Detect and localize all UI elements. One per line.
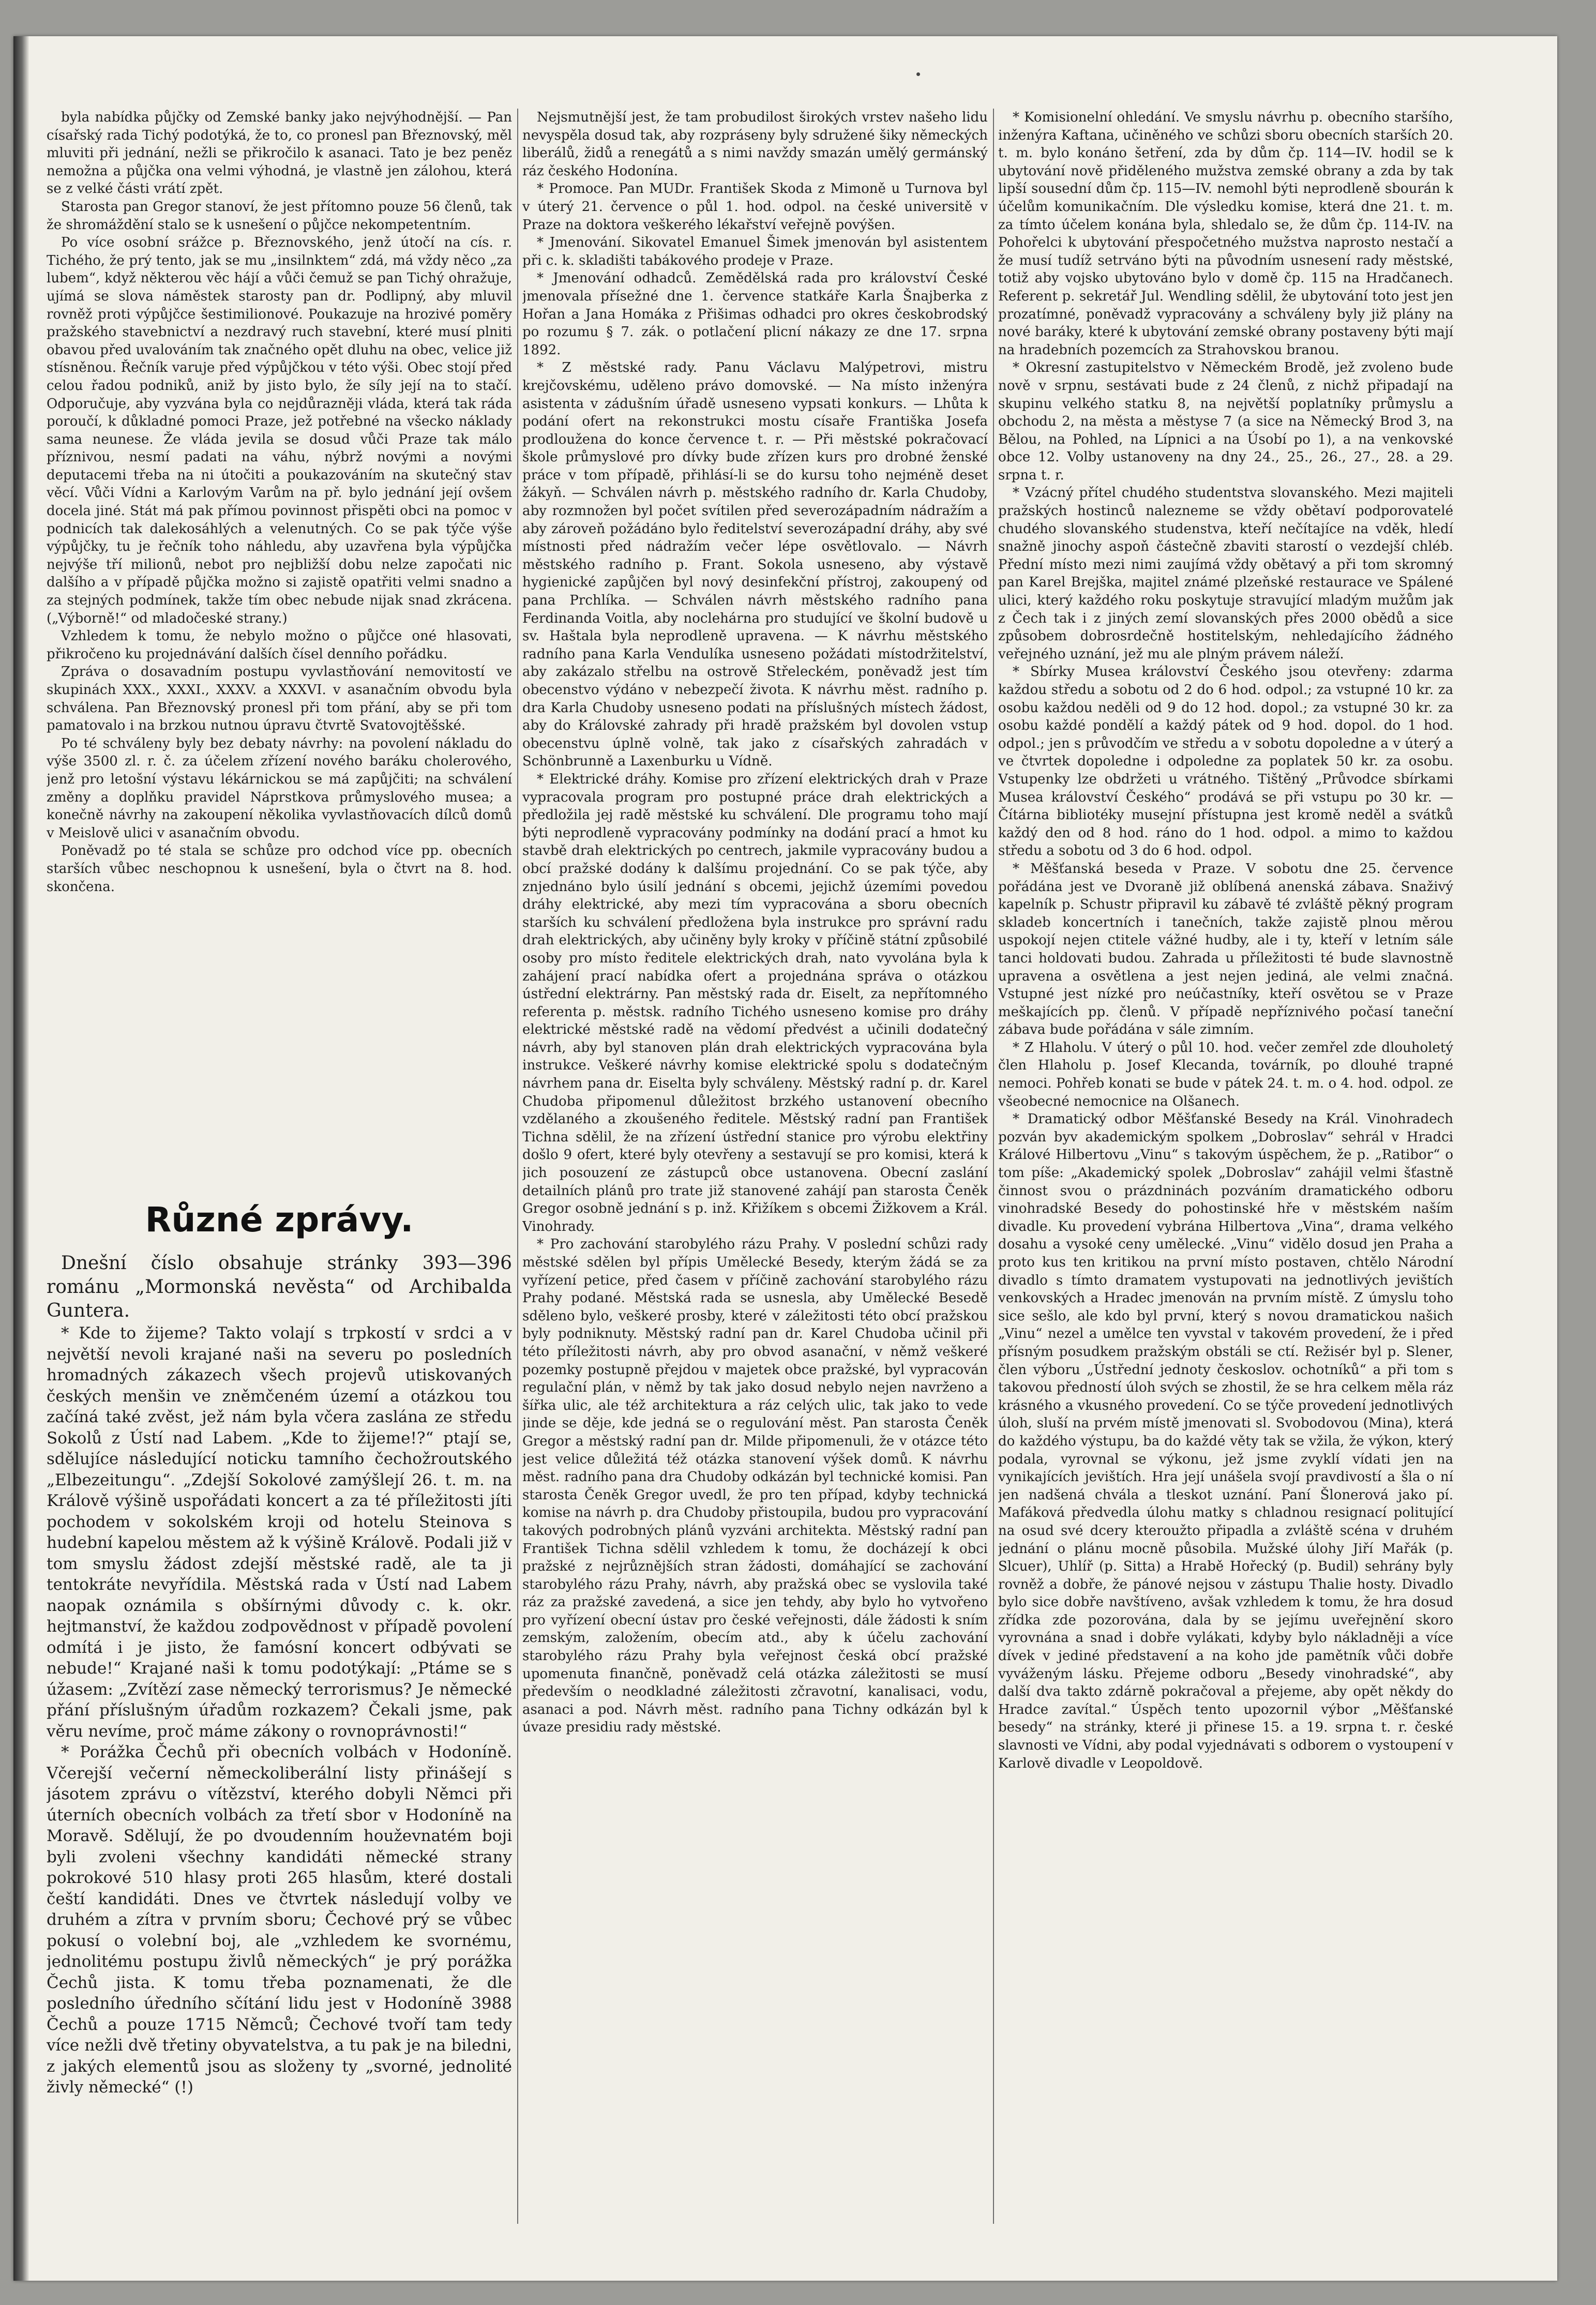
news-article: * Jmenování odhadců. Zemědělská rada pro království České jmenovala přísežné dne 1. července statkáře Karla Šnajberka z Hořan a Jana Homáka z Přišimas odhadci pro okres českobrodský po rozumu § 7. zák. o potlačení plicní nákazy ze dne 17. srpna 1892. (522, 270, 988, 358)
news-article: * Vzácný přítel chudého studentstva slovanského. Mezi majiteli pražských hostinců nalezneme se vždy obětaví podporovatelé chudého slovanského studenstva, kteří nečítajíce na vděk, hledí snažně jinochy aspoň částečně zbaviti starostí o vezdejší chléb. Přední místo mezi nimi zaujímá vždy obětavý a při tom skromný pan Karel Brejška, majitel známé plzeňské restaurace ve Spálené ulici, který každého roku poskytuje stravující mladým mužům jak z Čech tak i z jiných zemí slovanských přes 2000 obědů a sice způsobem dobrosrdečně hostitelským, nehledajícího žádného veřejného uznání, jež mu ale plným právem náleží. (998, 485, 1453, 662)
news-article: * Kde to žijeme? Takto volají s trpkostí v srdci a v největší nevoli krajané naši na severu po posledních hromadných zákazech všech projevů utiskovaných českých menšin ve zněmčeném území a otázkou tou začíná také zvěst, jež nám byla včera zaslána ze středu Sokolů z Ústí nad Labem. „Kde to žijeme!?“ ptají se, sdělujíce následující noticku tamního čechožroutského „Elbezeitungu“. „Zdejší Sokolové zamýšlejí 26. t. m. na Králově výšině uspořádati koncert a za té příležitosti jíti pochodem v sokolském kroji od hotelu Steinova s hudební kapelou městem až k výšině Králově. Podali již v tom smyslu žádost zdejší městské radě, ale ta ji tentokráte nevyřídila. Městská rada v Ústí nad Labem naopak oznámila s obšírnými důvody c. k. okr. hejtmanství, že každou zodpovědnost v případě povolení odmítá i je jisto, že famósní koncert odbývati se nebude!“ Krajané naši k tomu podotýkají: „Ptáme se s úžasem: „Zvítězí zase německý terrorismus? Je německé přání příslušným úřadům rozkazem? Čekali jsme, pak věru nevíme, proč máme zákony o rovnoprávnosti!“ (47, 1324, 512, 1741)
section-heading: Různé zprávy. (145, 1200, 414, 1240)
page-binding-edge (13, 36, 29, 2281)
news-article: * Komisionelní ohledání. Ve smyslu návrhu p. obecního staršího, inženýra Kaftana, učiněného ve schůzi sboru obecních starších 20. t. m. bylo konáno šetření, zda by dům čp. 114—IV. hodil se k ubytování nově přiděleného mužstva zemské obrany a zda by tak lipší sousední dům čp. 115—IV. nemohl býti neprodleně sbourán k účelům komunikačním. Dle výsledku komise, která dne 21. t. m. za tímto účelem konána byla, shledalo se, že dům čp. 114-IV. na Pohořelci k ubytování přespočetného mužstva naprosto nestačí a že musí tudíž setrváno býti na původním usnesení rady městské, totiž aby vojsko ubytováno bylo v domě čp. 115 na Hradčanech. Referent p. sekretář Jul. Wendling sdělil, že ubytování toto jest jen prozatímné, poněvadž vypracovány a schváleny byly již plány na nové baráky, které k ubytování zemské obrany postaveny býti mají na hradebních pozemcích za Strahovskou branou. (998, 110, 1453, 358)
issue-notice: Dnešní číslo obsahuje stránky 393—396 románu „Mormonská nevěsta“ od Archibalda Guntera. (47, 1253, 512, 1321)
news-article: * Elektrické dráhy. Komise pro zřízení elektrických drah v Praze vypracovala program pro postupné práce drah elektrických a předložila jej radě městské ku schválení. Dle programu toho mají býti neprodleně vypracovány podmínky na dodání prací a hmot ku stavbě drah elektrických po centrech, jakmile vypracovány budou a obcí pražské dodány k dalšímu projednání. Co se pak týče, aby znjednáno bylo úsilí jednání s obcemi, jejichž územími povedou dráhy elektrické, aby mezi tím vypracována a sboru obecních starších ku schválení předložena byla instrukce pro správní radu drah elektrických, aby učiněny byly kroky v příčině státní způsobilé osoby pro místo ředitele elektrických drah, nato vyvolána byla k zahájení prací nabídka ofert a projednána správa o otázkou ústřední elektrárny. Pan městský rada dr. Eiselt, za nepřítomného referenta p. městsk. radního Tichého usneseno komise pro dráhy elektrické městské radě na vědomí předvést a učinili dodatečný návrh, aby byl stanoven plán drah elektrických vypracována byla instrukce. Veškeré návrhy komise elektrické spolu s dodatečným návrhem pana dr. Eiselta byly schváleny. Městský radní p. dr. Karel Chudoba připomenul důležitost brzkého ustanovení obecního vzdělaného a zkoušeného ředitele. Městský radní pan František Tichna sdělil, že na zřízení ústřední stanice pro výrobu elektřiny došlo 9 ofert, které byly otevřeny a sestavují se pro komisi, která k jich posouzení ze zástupců obce ustanovena. Obecní zaslání detailních plánů pro trate již stanovené zahájí pan starosta Čeněk Gregor osobně jednání s p. inž. Křižíkem s obcemi Žižkovem a Král. Vinohrady. (522, 771, 988, 1234)
col1-paragraph: byla nabídka půjčky od Zemské banky jako nejvýhodnější. — Pan císařský rada Tichý podotýká, že to, co pronesl pan Březnovský, měl mluviti při jednání, nežli se přikročilo k asanaci. Tato je bez peněz nemožna a půjčka ona velmi výhodná, je vlastně jen zálohou, která se z velké části vrátí zpět. (47, 110, 512, 197)
col1-paragraph: Zpráva o dosavadním postupu vyvlastňování nemovitostí ve skupinách XXX., XXXI., XXXV. a XXXVI. v asanačním obvodu byla schválena. Pan Březnovský pronesl při tom přání, aby se při tom pamatovalo i na brzkou nutnou úpravu čtvrtě Svatovojtěšské. (47, 664, 512, 734)
column-rule-1 (517, 109, 518, 2224)
news-article: * Promoce. Pan MUDr. František Skoda z Mimoně u Turnova byl v úterý 21. července o půl 1. hod. odpol. na české universitě v Praze na doktora veškerého lékařství veřejně povýšen. (522, 181, 988, 233)
col1-paragraph: Po té schváleny byly bez debaty návrhy: na povolení nákladu do výše 3500 zl. r. č. za účelem zřízení nového baráku cholerového, jenž pro letošní výstavu lékárnickou se má zapůjčiti; na schválení změny a doplňku pravidel Náprstkova průmyslového musea; a konečně návrhy na zakoupení několika vyvlastňovacích dílců domů v Meislově ulici v asanačním obvodu. (47, 735, 512, 841)
news-article: * Z Hlaholu. V úterý o půl 10. hod. večer zemřel zde dlouholetý člen Hlaholu p. Josef Klecanda, továrník, po dlouhé trapné nemoci. Pohřeb konati se bude v pátek 24. t. m. o 4. hod. odpol. ze všeobecné nemocnice na Olšanech. (998, 1039, 1453, 1109)
news-article: * Okresní zastupitelstvo v Německém Brodě, jež zvoleno bude nově v srpnu, sestávati bude z 24 členů, z nichž připadají na skupinu velkého statku 8, na největší poplatníky průmyslu a obchodu 2, na města a městyse 7 (a sice na Německý Brod 3, na Bělou, na Pohled, na Lípnici a na Úsobí po 1), a na venkovské obce 12. Volby ustanoveny na dny 24., 25., 26., 27., 28. a 29. srpna t. r. (998, 360, 1453, 483)
news-article: * Měšťanská beseda v Praze. V sobotu dne 25. července pořádána jest ve Dvoraně již oblíbená anenská zábava. Snaživý kapelník p. Schustr připravil ku zábavě té zvláště pěkný program skladeb koncertních i tanečních, takže zajistě plnou měrou uspokojí nejen ctitele vážné hudby, ale i ty, kteří v letním sále tanci holdovati budou. Zahrada u příležitosti té bude slavnostně upravena a osvětlena a jest nejen jediná, ale velmi značná. Vstupné jest nízké pro neúčastníky, kteří osvětou se v Praze meškajících pp. členů. V případě nepříznivého počasí taneční zábava bude pořádána v sále zimním. (998, 861, 1453, 1038)
column-rule-2 (993, 109, 994, 2224)
news-article: * Porážka Čechů při obecních volbách v Hodoníně. Včerejší večerní německoliberální listy přinášejí s jásotem zprávu o vítězství, kterého dobyli Němci při úterních obecních volbách za třetí sbor v Hodoníně na Moravě. Sdělují, že po dvoudenním houževnatém boji byli zvoleni všechny kandidáti německé strany pokrokové 510 hlasy proti 265 hlasům, které dostali čeští kandidáti. Dnes ve čtvrtek následují volby ve druhém a zítra v prvním sboru; Čechové prý se vůbec pokusí o volební boj, ale „vzhledem ke svornému, jednolitému postupu živlů německých“ je prý porážka Čechů jista. K tomu třeba poznamenati, že dle posledního úředního sčítání lidu jest v Hodoníně 3988 Čechů a pouze 1715 Němců; Čechové tvoří tam tedy více nežli dvě třetiny obyvatelstva, a tu pak je na biledni, z jakých elementů jsou as složeny ty „svorné, jednolité živly německé“ (!) (47, 1743, 512, 2097)
column-2 (522, 109, 988, 2224)
col1-paragraph: Starosta pan Gregor stanoví, že jest přítomno pouze 56 členů, tak že shromáždění stalo se k usnešení o půjčce nekompetentním. (47, 199, 512, 233)
news-article: * Z městské rady. Panu Václavu Malýpetrovi, mistru krejčovskému, uděleno právo domovské. — Na místo inženýra asistenta v zádušním úřadě usneseno vypsati konkurs. — Lhůta k podání ofert na rekonstrukci mostu císaře Františka Josefa prodloužena do konce července t. r. — Při městské pokračovací škole průmyslové pro dívky bude zřízen kurs pro drobné ženské práce v tom případě, přihlásí-li se do kursu toho nejméně deset žákyň. — Schválen návrh p. městského radního dr. Karla Chudoby, aby rozmnožen byl počet svítilen před severozápadním nádražím a aby zároveň požádáno bylo ředitelství severozápadní dráhy, aby své místnosti před nádražím večer lépe osvětlovalo. — Návrh městského radního p. Frant. Sokola usneseno, aby výstavě hygienické zapůjčen byl nový desinfekční přístroj, zakoupený od pana Prchlíka. — Schválen návrh městského radního pana Ferdinanda Voitla, aby noclehárna pro studující ve školní budově u sv. Haštala byla neprodleně upravena. — K návrhu městského radního pana Karla Vendulíka usneseno požádati místodržitelství, aby zakázalo střelbu na ostrově Střeleckém, poněvadž jest tím obecenstvo výdáno v nebezpečí života. K návrhu měst. radního p. dra Karla Chudoby usneseno podati na příslušných místech žádost, aby do Královské zahrady při hradě pražském byl dovolen vstup obecenstvu úplně volně, tak jako z císařských zahradách v Schönbrunně a Laxenburku u Vídně. (522, 360, 988, 770)
news-article: Nejsmutnější jest, že tam probudilost širokých vrstev našeho lidu nevyspěla dosud tak, aby rozpráseny byly sdružené šiky německých liberálů, židů a renegátů a s nimi navždy smazán umělý germánský ráz českého Hodonína. (522, 110, 988, 179)
col1-paragraph: Poněvadž po té stala se schůze pro odchod více pp. obecních starších vůbec neschopnou k usnešení, byla o čtvrt na 8. hod. skončena. (47, 843, 512, 895)
news-article: * Jmenování. Sikovatel Emanuel Šimek jmenován byl asistentem při c. k. skladišti tabákového prodeje v Praze. (522, 235, 988, 268)
news-article: * Dramatický odbor Měšťanské Besedy na Král. Vinohradech pozván byv akademickým spolkem „Dobroslav“ sehrál v Hradci Králové Hilbertovu „Vinu“ s takovým úspěchem, že p. „Ratibor“ o tom píše: „Akademický spolek „Dobroslav“ zahájil velmi šťastně činnost svou o prázdninách pozváním dramatického odboru vinohradské Besedy do pohostinské hře v městském naším divadle. Ku provedení vybrána Hilbertova „Vina“, drama velkého dosahu a vysoké ceny umělecké. „Vinu“ vidělo dosud jen Praha a proto kus ten kritikou na první místo postaven, chtělo Národní divadlo s tímto dramatem vystupovati na jednotlivých jevištích venkovských a Hradec jmenován na prvním místě. Z úmyslu toho sice sešlo, ale kdo byl první, který s novou dramatickou našich „Vinu“ nezel a umělce ten vyvstal v takovém provedení, že i před přísným posudkem pražským obstáli se ctí. Režisér byl p. Slener, člen výboru „Ústřední jednoty českoslov. ochotníků“ a při tom s takovou předností úloh svých se zhostil, že se hra celkem měla ráz krásného a vkusného provedení. Co se týče provedení jednotlivých úloh, sluší na prvém místě jmenovati sl. Svobodovou (Mina), která do každého výstupu, ba do každé věty tak se vžila, že výkon, který podala, vyrovnal se výkonu, jež jsme zvyklí vídati jen na vynikajících jevištích. Hra její unášela svojí pravdivostí a šla o ní jen nadšená chvála a tleskot uznání. Paní Šlonerová jako pí. Mafáková předvedla úlohu matky s chladnou resignací politující na osud své dcery kteroužto připadla a zvláště scéna v druhém jednání o plánu mocně působila. Mužské úlohy Jiří Mařák (p. Slcuer), Uhlíř (p. Sitta) a Hrabě Hořecký (p. Budil) sehrány byly rovněž a dobře, že pánové nejsou v zástupu Thalie hosty. Divadlo bylo sice dobře navštíveno, avšak vzhledem k tomu, že hra dosud zřídka zde pozorována, dala by se jejímu uveřejnění skoro vyrovnána a snad i dobře vylákati, kdyby bylo nákladněji a více dívek v jediné představení a na koho jde pamětník vůči dobře vyváženým lásku. Přejeme odboru „Besedy vinohradské“, aby další dva takto zdárně pokračoval a přejeme, aby opět někdy do Hradce zavítal.“ Úspěch tento upozornil výbor „Měšťanské besedy“ na stránky, které ji přinese 15. a 19. srpna t. r. české slavnosti ve Vídni, aby podal vyjednávati s odborem o vystoupení v Karlově divadle v Leopoldově. (998, 1111, 1453, 1771)
col1-paragraph: Vzhledem k tomu, že nebylo možno o půjčce oné hlasovati, přikročeno ku projednávání dalších čísel denního pořádku. (47, 628, 512, 662)
col1-paragraph: Po více osobní srážce p. Březnovského, jenž útočí na cís. r. Tichého, že prý tento, jak se mu „insilnktem“ zdá, má vždy něco „za lubem“, když některou věc hájí a vůči čemuž se pan Tichý ohražuje, ujímá se slova náměstek starosty pan dr. Podlipný, aby mluvil rovněž proti výpůjčce šestimilionové. Poukazuje na hrozivé poměry pražského stavebnictví a nezdravý ruch stavební, které musí plniti obavou před uvalováním tak značného opět dluhu na obec, velice již stísněnou. Řečník varuje před výpůjčkou v této výši. Obec stojí před celou řadou podniků, aniž by jisto bylo, že síly její na to stačí. Odporučuje, aby vyzvána byla co nejdůrazněji vláda, která tak ráda poroučí, k důkladné pomoci Praze, jež potřebné na všecko náklady sama neunese. Že vláda jevila se dosud vůči Praze tak málo příznivou, nesmí padati na váhu, nýbrž novými a novými deputacemi třeba na ni útočiti a poukazováním na skutečný stav věcí. Vůči Vídni a Karlovým Varům na př. bylo jednání její ovšem docela jiné. Stát má pak přímou povinnost přispěti obci na pomoc v podnicích tak dalekosáhlých a velenutných. Co se pak týče výše výpůjčky, tu je řečník toho náhledu, aby uzavřena byla výpůjčka nejvýše tří milionů, nebot pro nejbližší dobu nelze započati nic dalšího a v případě půjčka možno si zajistě opatřiti velmi snadno a za stejných podmínek, takže tím obec nebude nijak snad zkrácena. („Výborně!“ od mladočeské strany.) (47, 235, 512, 626)
column-3 (998, 109, 1453, 2224)
column-1-news (47, 1252, 512, 2224)
news-article: * Sbírky Musea království Českého jsou otevřeny: zdarma každou středu a sobotu od 2 do 6 hod. odpol.; za vstupné 10 kr. za osobu každou neděli od 9 do 12 hod. dopol.; za vstupné 30 kr. za osobu každé pondělí a každý pátek od 9 hod. dopol. do 1 hod. odpol.; jen s průvodčím ve středu a v sobotu dopoledne a v úterý a ve čtvrtek dopoledne i odpoledne za poplatek 50 kr. za osobu. Vstupenky lze obdržeti u vrátného. Tištěný „Průvodce sbírkami Musea království Českého“ prodává se při vstupu po 30 kr. — Čítárna bibliotéky musejní přístupna jest kromě neděl a svátků každý den od 8 hod. ráno do 1 hod. odpol. a mimo to každou středu a sobotu od 3 do 6 hod. odpol. (998, 664, 1453, 859)
ink-dot (916, 72, 920, 76)
news-article: * Pro zachování starobylého rázu Prahy. V poslední schůzi rady městské sdělen byl přípis Umělecké Besedy, kterým žádá se za vyřízení petice, před časem v příčině zachování starobylého rázu Prahy podané. Městská rada se usnesla, aby Umělecké Besedě sděleno bylo, veškeré prosby, které v záležitosti této obcí pražskou byly podniknuty. Městský radní pan dr. Karel Chudoba učinil při této příležitosti návrh, aby pro obvod asanační, v němž veškeré pozemky postupně přejdou v majetek obce pražské, byl vypracován regulační plán, v němž by tak jako dosud nebylo nejen navrženo a šířka ulic, ale též architektura a ráz celých ulic, tak jako to vede jinde se děje, kde jedná se o regulování měst. Pan starosta Čeněk Gregor a městský radní pan dr. Milde připomenuli, že v otázce této jest velice důležitá též otázka stanovení výšek domů. K návrhu měst. radního pana dra Chudoby odkázán byl technické komisi. Pan starosta Čeněk Gregor uvedl, že pro ten případ, kdyby technická komise na návrh p. dra Chudoby přistoupila, budou pro vypracování takových podrobných plánů vyzváni architekta. Městský radní pan František Tichna sdělil vzhledem k tomu, že docházejí k obci pražské z nejrůznějších stran žádosti, domáhající se zachování starobylého rázu Prahy, návrh, aby pražská obec se vyslovila také ráz za pražské zavedená, a sice jen tehdy, aby bylo ho vytvořeno pro vyřízení obecní ústav pro české veřejnosti, dále žádosti k sním zemským, založením, obecím atd., aby k účelu zachování starobylého rázu Prahy byla veřejnost česká obcí pražské upomenuta finančně, poněvadž celá otázka záležitosti se musí především o neodkladné záležitosti zčravotní, kanalisaci, vodu, asanaci a pod. Návrh měst. radního pana Tichny odkázán byl k úvaze presidiu rady městské. (522, 1237, 988, 1736)
